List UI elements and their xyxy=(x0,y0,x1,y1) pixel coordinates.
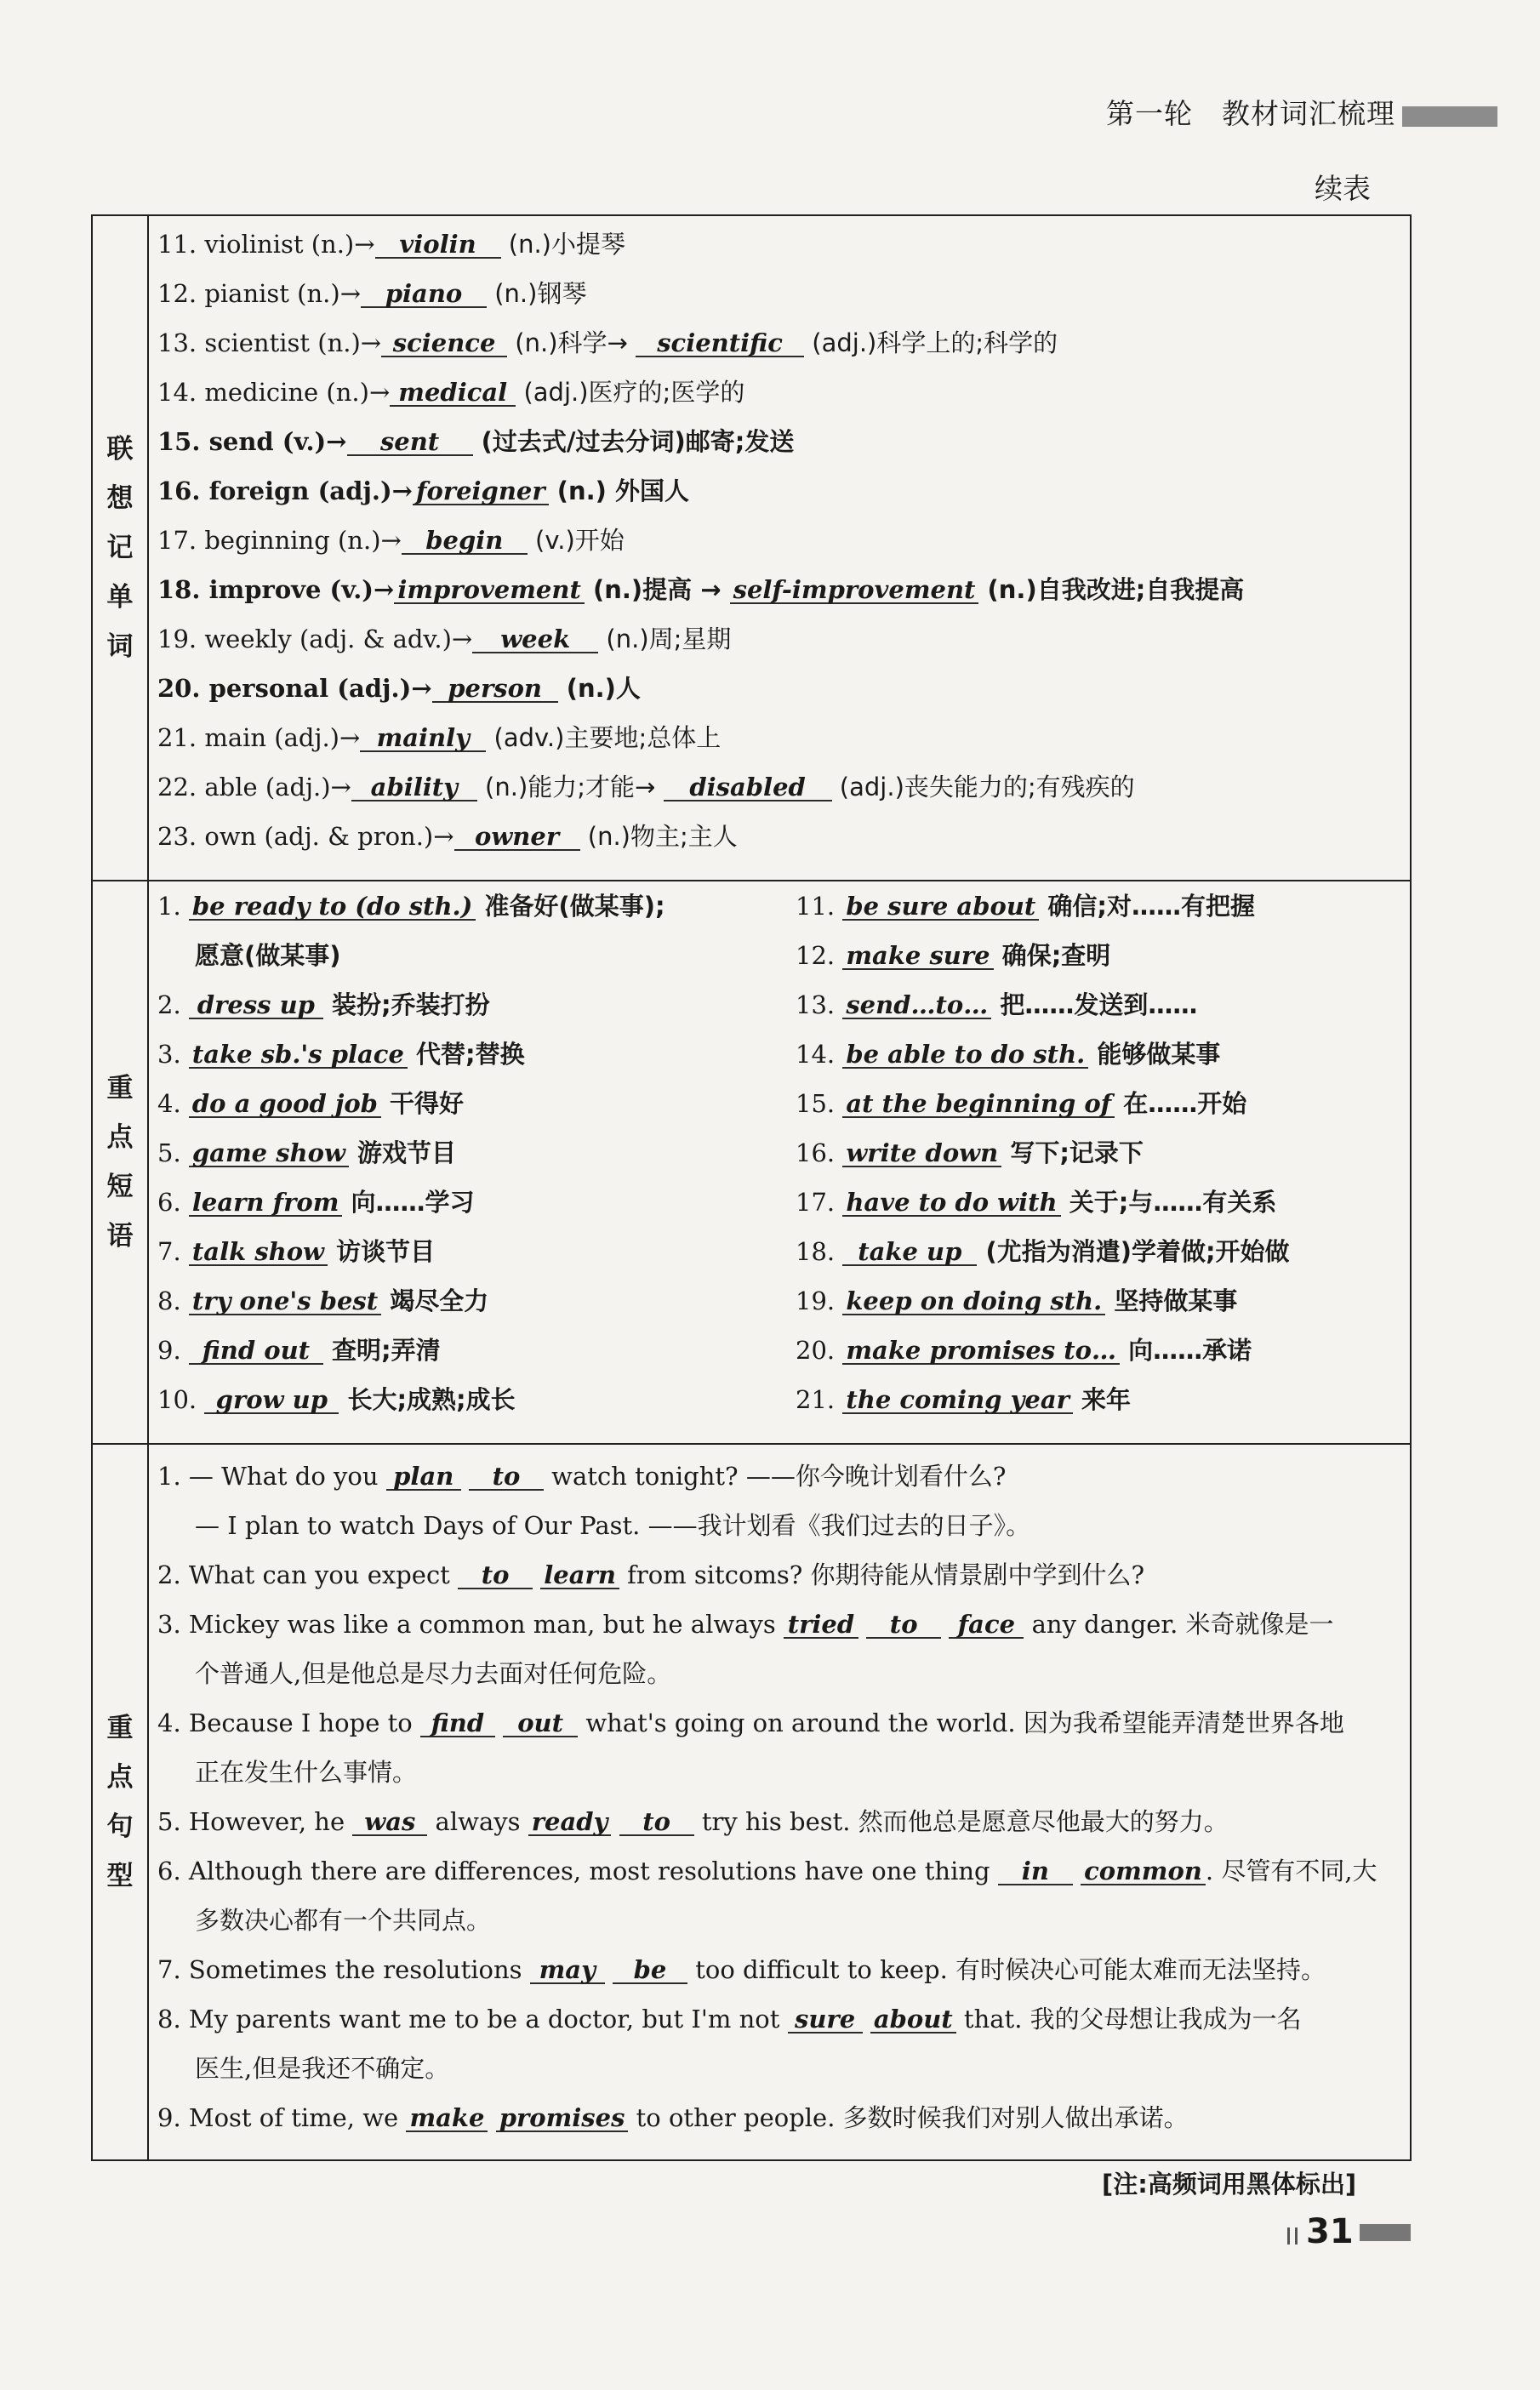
word-row xyxy=(157,565,1401,614)
answer-blank: to xyxy=(469,1463,544,1491)
answer-blank: find out xyxy=(189,1338,323,1365)
item-number: 22. xyxy=(157,773,205,801)
word-stem: personal (adj.)→ xyxy=(208,674,432,703)
phrase-row xyxy=(796,1079,1290,1128)
word-stem: beginning (n.)→ xyxy=(204,526,402,555)
answer-blank: take up xyxy=(842,1239,977,1266)
word-meaning: (n.)科学→ xyxy=(507,328,636,357)
item-number: 9. xyxy=(157,1336,189,1365)
word-meaning: (adv.)主要地;总体上 xyxy=(486,723,722,752)
label-char: 点 xyxy=(106,1122,134,1153)
sentence-text: Most of time, we xyxy=(188,2103,407,2132)
word-stem: medicine (n.)→ xyxy=(204,378,391,407)
word-row xyxy=(157,466,1401,516)
word-stem: own (adj. & pron.)→ xyxy=(204,822,454,851)
sentence-row-cont: 个普通人,但是他总是尽力去面对任何危险。 xyxy=(195,1659,672,1688)
word-stem: weekly (adj. & adv.)→ xyxy=(204,625,473,653)
phrase-row xyxy=(157,1227,665,1276)
vocabulary-table xyxy=(91,214,1412,2161)
answer-blank: person xyxy=(432,676,558,703)
phrase-row xyxy=(157,980,665,1030)
item-number: 21. xyxy=(157,723,205,752)
answer-blank: dress up xyxy=(189,992,323,1019)
page-number: 31 xyxy=(1306,2212,1354,2251)
continued-label: 续表 xyxy=(1315,172,1371,205)
word-meaning: (n.)周;星期 xyxy=(598,625,732,653)
word-row xyxy=(157,762,1401,812)
section-sentences xyxy=(93,1443,1410,2159)
word-stem: violinist (n.)→ xyxy=(204,230,375,259)
answer-blank: plan xyxy=(386,1463,461,1491)
word-stem: send (v.)→ xyxy=(208,427,347,456)
page-number-bars xyxy=(1287,2227,1298,2245)
sentence-text: from sitcoms? 你期待能从情景剧中学到什么? xyxy=(619,1560,1145,1589)
answer-blank: game show xyxy=(189,1140,349,1167)
word-stem: main (adj.)→ xyxy=(204,723,361,752)
phrase-meaning: 向……承诺 xyxy=(1120,1336,1252,1365)
answer-blank: learn from xyxy=(189,1189,343,1217)
word-stem: pianist (n.)→ xyxy=(204,279,362,308)
phrase-row xyxy=(796,881,1290,931)
phrase-row xyxy=(157,1326,665,1375)
phrase-row xyxy=(157,1375,665,1424)
sentence-text xyxy=(611,1807,619,1836)
label-char: 点 xyxy=(106,1762,134,1793)
sentence-text xyxy=(858,1610,866,1639)
phrase-row xyxy=(157,1276,665,1326)
answer-blank: be ready to (do sth.) xyxy=(189,893,476,921)
word-stem: improve (v.)→ xyxy=(208,575,395,604)
sentence-text xyxy=(605,1955,613,1984)
item-number: 18. xyxy=(796,1237,843,1266)
answer-blank: may xyxy=(530,1957,605,1984)
answer-blank: to xyxy=(458,1562,533,1589)
label-char: 语 xyxy=(106,1221,134,1252)
sentence-text: Because I hope to xyxy=(188,1708,420,1737)
answer-blank: begin xyxy=(402,528,528,555)
section-label-phrases xyxy=(93,881,149,1443)
label-char: 重 xyxy=(106,1713,134,1743)
item-number: 5. xyxy=(157,1138,189,1167)
answer-blank: tried xyxy=(784,1611,858,1639)
page-number-decor xyxy=(1360,2224,1411,2241)
phrase-row xyxy=(796,1178,1290,1227)
answer-blank: out xyxy=(503,1710,578,1737)
answer-blank: in xyxy=(998,1858,1073,1885)
answer-blank: disabled xyxy=(664,774,832,801)
item-number: 4. xyxy=(157,1089,189,1118)
word-meaning: (n.)物主;主人 xyxy=(579,822,738,851)
word-meaning: (n.)提高 → xyxy=(584,575,730,604)
item-number: 8. xyxy=(157,1286,189,1315)
item-number: 17. xyxy=(157,526,205,555)
phrase-row xyxy=(796,1375,1290,1424)
item-number: 23. xyxy=(157,822,205,851)
phrase-meaning: 确保;查明 xyxy=(993,941,1111,970)
answer-blank: foreigner xyxy=(413,478,549,505)
answer-blank: medical xyxy=(390,379,516,407)
answer-blank: sure xyxy=(788,2006,863,2033)
sentence-text: Mickey was like a common man, but he always xyxy=(188,1610,784,1639)
sentence-text: too difficult to keep. 有时候决心可能太难而无法坚持。 xyxy=(687,1955,1326,1984)
item-number: 11. xyxy=(157,230,205,259)
answer-blank: piano xyxy=(361,281,487,308)
word-row xyxy=(157,664,1401,713)
phrase-row xyxy=(157,1128,665,1178)
header-decor-bar xyxy=(1402,106,1497,127)
item-number: 4. xyxy=(157,1708,189,1737)
sentence-text: However, he xyxy=(188,1807,353,1836)
sentence-text: try his best. 然而他总是愿意尽他最大的努力。 xyxy=(693,1807,1229,1836)
phrase-meaning: 关于;与……有关系 xyxy=(1060,1188,1277,1217)
sentence-text: watch tonight? ——你今晚计划看什么? xyxy=(543,1462,1007,1491)
item-number: 5. xyxy=(157,1807,189,1836)
label-char: 句 xyxy=(106,1811,134,1842)
sentence-row-cont: 医生,但是我还不确定。 xyxy=(195,2054,450,2083)
word-row xyxy=(157,614,1401,664)
phrase-meaning: 长大;成熟;成长 xyxy=(339,1385,516,1414)
section-words xyxy=(93,216,1410,880)
sentence-row xyxy=(157,1994,1401,2044)
answer-blank: improvement xyxy=(394,577,585,604)
answer-blank: try one's best xyxy=(189,1288,381,1315)
answer-blank: science xyxy=(381,330,507,357)
answer-blank: common xyxy=(1081,1858,1206,1885)
label-char: 记 xyxy=(106,533,134,563)
phrase-meaning: 向……学习 xyxy=(342,1188,475,1217)
item-number: 16. xyxy=(796,1138,843,1167)
item-number: 14. xyxy=(796,1040,843,1069)
item-number: 1. xyxy=(157,892,189,921)
answer-blank: ready xyxy=(528,1809,612,1836)
sentence-text xyxy=(941,1610,949,1639)
word-row xyxy=(157,318,1401,368)
sentence-row xyxy=(157,1797,1401,1846)
word-row xyxy=(157,516,1401,565)
sentence-text xyxy=(488,2103,495,2132)
word-row xyxy=(157,368,1401,417)
phrase-meaning: 在……开始 xyxy=(1115,1089,1247,1118)
item-number: 18. xyxy=(157,575,209,604)
item-number: 14. xyxy=(157,378,205,407)
answer-blank: talk show xyxy=(189,1239,328,1266)
answer-blank: be able to do sth. xyxy=(842,1041,1088,1069)
item-number: 13. xyxy=(157,328,205,357)
phrase-col-right xyxy=(796,881,1290,1424)
word-meaning-2: (adj.)丧失能力的;有残疾的 xyxy=(831,773,1135,801)
answer-blank: sent xyxy=(347,429,473,456)
answer-blank: to xyxy=(619,1809,694,1836)
phrase-meaning: 能够做某事 xyxy=(1088,1040,1221,1069)
item-number: 20. xyxy=(796,1336,843,1365)
sentence-row xyxy=(157,1698,1401,1748)
sentence-row-cont: — I plan to watch Days of Our Past. ——我计划看《我们过去的日子》。 xyxy=(195,1511,1031,1540)
word-meaning-2: (adj.)科学上的;科学的 xyxy=(804,328,1058,357)
sentence-text xyxy=(461,1462,469,1491)
item-number: 2. xyxy=(157,1560,189,1589)
label-char: 型 xyxy=(106,1861,134,1891)
phrase-meaning: 来年 xyxy=(1072,1385,1132,1414)
phrase-meaning: 装扮;乔装打扮 xyxy=(322,990,490,1019)
answer-blank: face xyxy=(949,1611,1024,1639)
word-row xyxy=(157,713,1401,762)
label-char: 短 xyxy=(106,1172,134,1202)
item-number: 7. xyxy=(157,1237,189,1266)
item-number: 15. xyxy=(157,427,209,456)
sentence-text xyxy=(533,1560,540,1589)
sentence-row-cont: 正在发生什么事情。 xyxy=(195,1758,418,1787)
answer-blank: be xyxy=(613,1957,687,1984)
phrase-meaning: 坚持做某事 xyxy=(1105,1286,1238,1315)
phrase-meaning: 查明;弄清 xyxy=(322,1336,441,1365)
answer-blank: was xyxy=(352,1809,427,1836)
item-number: 8. xyxy=(157,2005,189,2033)
sentence-text xyxy=(863,2005,870,2033)
sentence-row xyxy=(157,1550,1401,1600)
answer-blank: violin xyxy=(375,231,501,259)
item-number: 19. xyxy=(796,1286,843,1315)
item-number: 20. xyxy=(157,674,209,703)
phrase-meaning: 访谈节目 xyxy=(328,1237,436,1266)
phrase-meaning: (尤指为消遣)学着做;开始做 xyxy=(977,1237,1290,1266)
phrase-meaning: 代替;替换 xyxy=(407,1040,525,1069)
item-number: 9. xyxy=(157,2103,189,2132)
word-meaning: (n.)能力;才能→ xyxy=(476,773,664,801)
answer-blank: have to do with xyxy=(842,1189,1060,1217)
answer-blank: mainly xyxy=(360,725,486,752)
phrase-row xyxy=(796,1227,1290,1276)
word-meaning: (n.)钢琴 xyxy=(487,279,587,308)
item-number: 2. xyxy=(157,990,189,1019)
phrase-row xyxy=(796,1326,1290,1375)
answer-blank: take sb.'s place xyxy=(189,1041,408,1069)
answer-blank: at the beginning of xyxy=(842,1091,1115,1118)
phrase-row xyxy=(796,980,1290,1030)
phrase-row xyxy=(796,1276,1290,1326)
answer-blank: self-improvement xyxy=(730,577,979,604)
answer-blank: scientific xyxy=(636,330,804,357)
sentence-text xyxy=(1073,1857,1081,1885)
item-number: 10. xyxy=(157,1385,205,1414)
sentence-text: always xyxy=(427,1807,528,1836)
word-row xyxy=(157,269,1401,318)
phrase-row xyxy=(157,1178,665,1227)
sentence-text: to other people. 多数时候我们对别人做出承诺。 xyxy=(628,2103,1189,2132)
sentence-text: What can you expect xyxy=(188,1560,459,1589)
item-number: 3. xyxy=(157,1610,189,1639)
item-number: 7. xyxy=(157,1955,189,1984)
item-number: 6. xyxy=(157,1857,189,1885)
answer-blank: make xyxy=(406,2105,488,2132)
phrase-row xyxy=(796,931,1290,980)
phrase-meaning: 确信;对……有把握 xyxy=(1039,892,1255,921)
phrase-meaning: 把……发送到…… xyxy=(991,990,1198,1019)
answer-blank: grow up xyxy=(204,1387,339,1414)
header-title: 第一轮 教材词汇梳理 xyxy=(1106,97,1395,130)
sentence-text: Although there are differences, most resolutions have one thing xyxy=(188,1857,998,1885)
word-row xyxy=(157,417,1401,466)
phrase-meaning: 准备好(做某事); xyxy=(476,892,665,921)
sentence-row-cont: 多数决心都有一个共同点。 xyxy=(195,1906,492,1935)
item-number: 12. xyxy=(157,279,205,308)
label-char: 词 xyxy=(106,631,134,662)
item-number: 16. xyxy=(157,476,209,505)
item-number: 12. xyxy=(796,941,843,970)
phrase-row xyxy=(157,1079,665,1128)
sentence-row xyxy=(157,1452,1401,1501)
sentence-text: — What do you xyxy=(188,1462,386,1491)
sentence-row xyxy=(157,1945,1401,1994)
sentence-text: that. 我的父母想让我成为一名 xyxy=(955,2005,1302,2033)
phrase-row xyxy=(796,1128,1290,1178)
word-stem: scientist (n.)→ xyxy=(204,328,382,357)
answer-blank: find xyxy=(420,1710,495,1737)
sentence-row xyxy=(157,2093,1401,2142)
phrase-row xyxy=(157,1030,665,1079)
answer-blank: learn xyxy=(540,1562,619,1589)
answer-blank: the coming year xyxy=(842,1387,1073,1414)
answer-blank: write down xyxy=(842,1140,1001,1167)
item-number: 21. xyxy=(796,1385,843,1414)
sentence-text: . 尽管有不同,大 xyxy=(1205,1857,1377,1885)
phrase-meaning: 游戏节目 xyxy=(348,1138,457,1167)
sentence-text: Sometimes the resolutions xyxy=(188,1955,530,1984)
phrase-meaning: 竭尽全力 xyxy=(381,1286,489,1315)
sentence-text: My parents want me to be a doctor, but I'm not xyxy=(188,2005,788,2033)
word-stem: foreign (adj.)→ xyxy=(208,476,413,505)
item-number: 17. xyxy=(796,1188,843,1217)
label-char: 单 xyxy=(106,582,134,613)
sentence-row xyxy=(157,1846,1401,1896)
word-meaning: (n.)小提琴 xyxy=(500,230,625,259)
phrase-row-cont: 愿意(做某事) xyxy=(195,941,341,970)
phrase-row xyxy=(157,881,665,931)
answer-blank: about xyxy=(870,2006,956,2033)
word-meaning: (v.)开始 xyxy=(527,526,625,555)
label-char: 重 xyxy=(106,1073,134,1104)
answer-blank: send…to… xyxy=(842,992,991,1019)
section-phrases xyxy=(93,880,1410,1443)
phrase-row xyxy=(796,1030,1290,1079)
item-number: 19. xyxy=(157,625,205,653)
answer-blank: make promises to… xyxy=(842,1338,1120,1365)
label-char: 联 xyxy=(106,434,134,465)
section-label-words xyxy=(93,216,149,880)
answer-blank: to xyxy=(866,1611,941,1639)
phrase-meaning: 干得好 xyxy=(380,1089,465,1118)
item-number: 11. xyxy=(796,892,843,921)
answer-blank: do a good job xyxy=(189,1091,381,1118)
answer-blank: keep on doing sth. xyxy=(842,1288,1105,1315)
word-meaning-2: (n.)自我改进;自我提高 xyxy=(978,575,1245,604)
item-number: 1. xyxy=(157,1462,189,1491)
answer-blank: week xyxy=(472,626,598,653)
answer-blank: owner xyxy=(454,824,580,851)
label-char: 想 xyxy=(106,483,134,514)
answer-blank: promises xyxy=(496,2105,629,2132)
phrase-meaning: 写下;记录下 xyxy=(1001,1138,1144,1167)
sentence-text xyxy=(495,1708,503,1737)
answer-blank: make sure xyxy=(842,943,993,970)
item-number: 15. xyxy=(796,1089,843,1118)
section-label-sentences xyxy=(93,1445,149,2159)
word-meaning: (n.) 外国人 xyxy=(548,476,690,505)
sentence-row xyxy=(157,1600,1401,1649)
sentence-text: any danger. 米奇就像是一 xyxy=(1024,1610,1334,1639)
item-number: 13. xyxy=(796,990,843,1019)
word-row xyxy=(157,812,1401,861)
word-meaning: (过去式/过去分词)邮寄;发送 xyxy=(472,427,795,456)
phrase-col-left xyxy=(157,881,665,1424)
footnote: [注:高频词用黑体标出] xyxy=(1102,2170,1357,2199)
answer-blank: ability xyxy=(351,774,477,801)
word-stem: able (adj.)→ xyxy=(204,773,351,801)
sentence-text: what's going on around the world. 因为我希望能弄清楚世界各地 xyxy=(578,1708,1344,1737)
item-number: 6. xyxy=(157,1188,189,1217)
item-number: 3. xyxy=(157,1040,189,1069)
word-row xyxy=(157,220,1401,269)
word-meaning: (n.)人 xyxy=(557,674,641,703)
word-meaning: (adj.)医疗的;医学的 xyxy=(516,378,745,407)
answer-blank: be sure about xyxy=(842,893,1039,921)
